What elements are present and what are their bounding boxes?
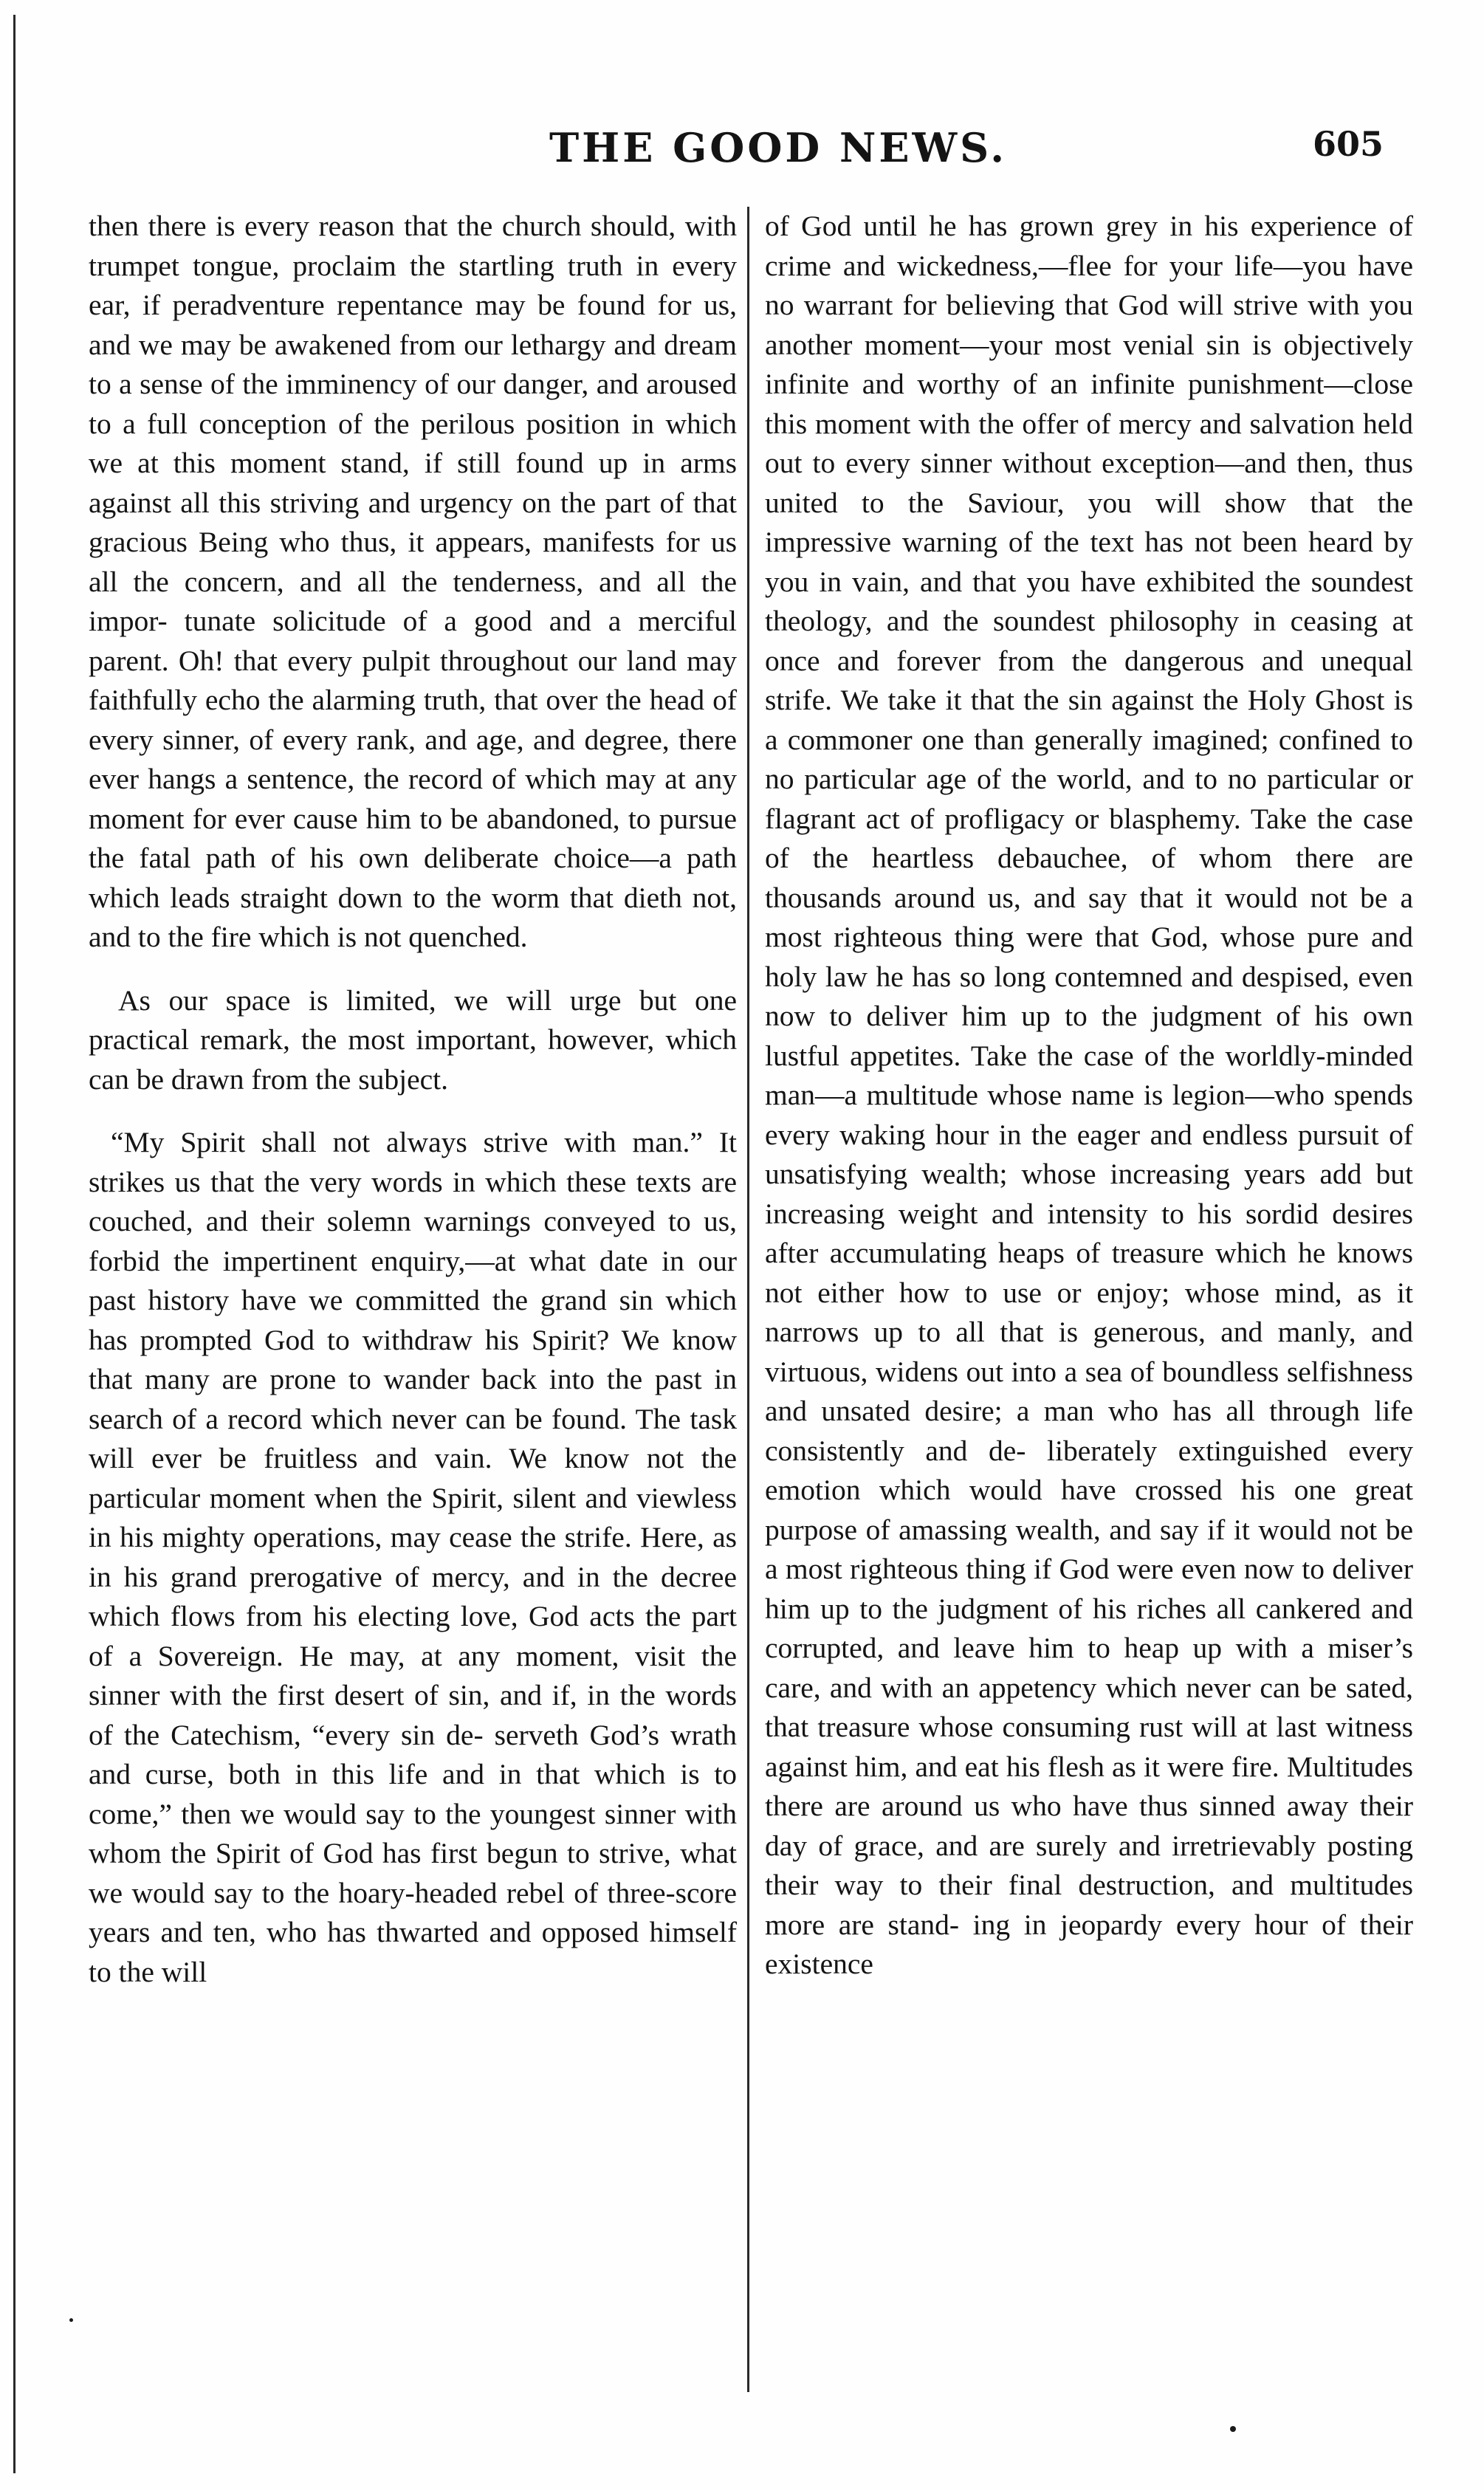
paragraph: then there is every reason that the church should, with trumpet tongue, proclaim the startling truth in every ear, if peradventure repentance may be found for us, and we may be awakened from our lethargy and dream to a sense of the imminency of our danger, and aroused to a full conception of the perilous position in which we at this moment stand, if still found up in arms against all this striving and urgency on the part of that gracious Being who thus, it appears, manifests for us all the concern, and all the tenderness, and all the impor- tunate solicitude of a good and a merciful parent. Oh! that every pulpit throughout our land may faithfully echo the alarming truth, that over the head of every sinner, of every rank, and age, and degree, there ever hangs a sentence, the record of which may at any moment for ever cause him to be abandoned, to pursue the fatal path of his own deliberate choice—a path which leads straight down to the worm that dieth not, and to the fire which is not quenched. xyxy=(89,210,737,953)
journal-title: THE GOOD NEWS. xyxy=(549,124,1008,171)
page-edge-rule xyxy=(13,15,16,2473)
running-header xyxy=(0,124,1484,183)
paragraph: of God until he has grown grey in his experience of crime and wickedness,—flee for your life—you have no warrant for believing that God will strive with you another moment—your most venial sin is objectively infinite and worthy of an infinite punishment—close this moment with the offer of mercy and salvation held out to every sinner without exception—and then, thus united to the Saviour, you will show that the impressive warning of the text has not been heard by you in vain, and that you have exhibited the soundest theology, and the soundest philosophy in ceasing at once and forever from the dangerous and unequal strife. We take it that the sin against the Holy Ghost is a commoner one than generally imagined; confined to no particular age of the world, and to no particular or flagrant act of profligacy or blasphemy. Take the case of the heartless debauchee, of whom there are thousands around us, and say that it would not be a most righteous thing were that God, whose pure and holy law he has so long contemned and despised, even now to deliver him up to the judgment of his own lustful appetites. Take the case of the worldly-minded man—a multitude whose name is legion—who spends every waking hour in the eager and endless pursuit of unsatisfying wealth; whose increasing years add but increasing weight and intensity to his sordid desires after accumulating heaps of treasure which he knows not either how to use or enjoy; whose mind, as it narrows up to all that is generous, and manly, and virtuous, widens out into a sea of boundless selfishness and unsated desire; a man who has all through life consistently and de- liberately extinguished every emotion which would have crossed his one great purpose of amassing wealth, and say if it would not be a most righteous thing if God were even now to deliver him up to the judgment of his riches all cankered and corrupted, and leave him to heap up with a miser’s care, and with an appetency which never can be sated, that treasure whose consuming rust will at last witness against him, and eat his flesh as it were fire. Multitudes there are around us who have thus sinned away their day of grace, and are surely and irretrievably posting their way to their final destruction, and multitudes more are stand- ing in jeopardy every hour of their existence xyxy=(765,210,1413,1980)
right-column xyxy=(765,207,1413,1985)
column-divider xyxy=(747,207,749,2392)
ink-speck xyxy=(69,2318,73,2322)
left-column xyxy=(89,207,737,1992)
paragraph: As our space is limited, we will urge but one practical remark, the most important, however, which can be drawn from the subject. xyxy=(89,983,737,1096)
paragraph: “My Spirit shall not always strive with man.” It strikes us that the very words in which these texts are couched, and their solemn warnings conveyed to us, forbid the impertinent enquiry,—at what date in our past history have we committed the grand sin which has prompted God to withdraw his Spirit? We know that many are prone to wander back into the past in search of a record which never can be found. The task will ever be fruitless and vain. We know not the particular moment when the Spirit, silent and viewless in his mighty operations, may cease the strife. Here, as in his grand prerogative of mercy, and in the decree which flows from his electing love, God acts the part of a Sovereign. He may, at any moment, visit the sinner with the first desert of sin, and if, in the words of the Catechism, “every sin de- serveth God’s wrath and curse, both in this life and in that which is to come,” then we would say to the youngest sinner with whom the Spirit of God has first begun to strive, what we would say to the hoary-headed rebel of three-score years and ten, who has thwarted and opposed himself to the will xyxy=(89,1126,737,1988)
ink-speck xyxy=(1230,2426,1236,2432)
page-number: 605 xyxy=(1313,124,1384,164)
